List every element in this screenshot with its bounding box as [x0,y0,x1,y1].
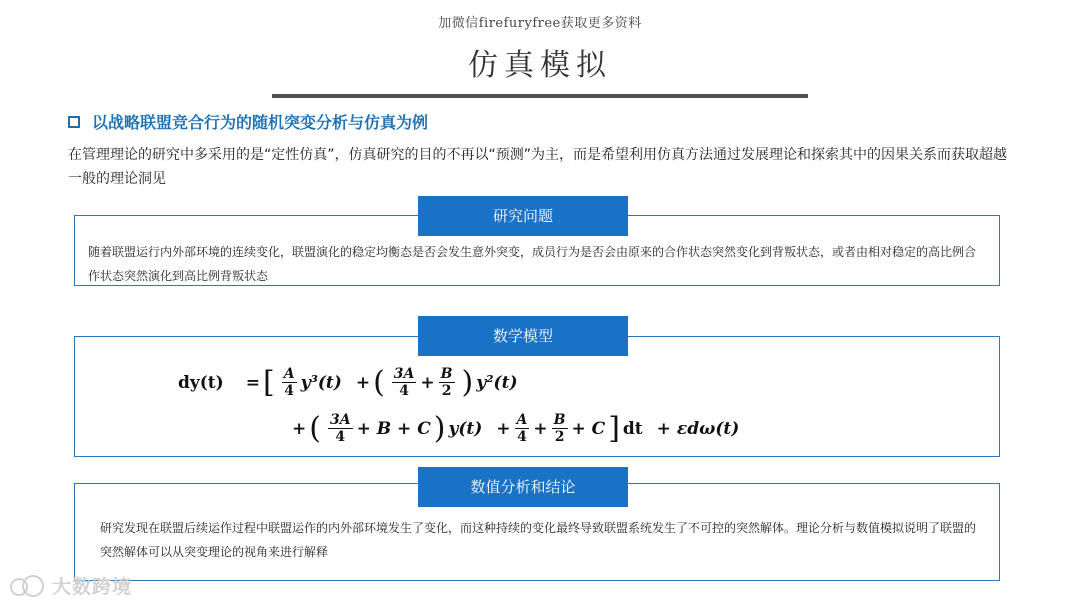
formula-term: y²(t) [476,372,518,393]
bracket-open: [ [262,364,275,400]
formula-line-2 [292,412,739,445]
square-bullet-icon [68,116,80,128]
fraction: $\frac{3A}{4}$ [393,366,415,399]
paren-open: ( [309,410,321,446]
top-note: 加微信firefuryfree获取更多资料 [438,16,642,31]
plus-sign: + [355,372,371,393]
plus-sign: + [420,372,435,393]
conclusion-label: 数值分析和结论 [418,467,628,507]
formula-term: + B + C [356,418,431,439]
paren-open: ( [373,364,385,400]
formula-dt: dt [622,418,643,439]
plus-sign: + [292,418,307,439]
bracket-close: ] [608,410,620,446]
watermark-logo-icon [10,575,46,597]
plus-sign: + [496,418,511,439]
fraction: $\frac{A}{4}$ [516,412,528,445]
intro-paragraph: 在管理理论的研究中多采用的是“定性仿真”，仿真研究的目的不再以“预测”为主，而是希望利用仿真方法通过发展理论和探索其中的因果关系而获取超越一般的理论洞见 [68,147,1008,187]
paren-close: ) [433,410,446,446]
fraction: $\frac{3A}{4}$ [329,412,351,445]
section-heading-text: 以战略联盟竞合行为的随机突变分析与仿真为例 [92,113,429,132]
plus-sign: + [533,418,548,439]
math-model-label: 数学模型 [418,316,628,356]
watermark-text: 大数跨境 [52,576,133,598]
title-underline [272,94,808,98]
fraction: $\frac{A}{4}$ [283,366,295,399]
formula-noise-term: εdω(t) [676,418,740,439]
section-heading [68,110,428,133]
research-question-text: 随着联盟运行内外部环境的连续变化，联盟演化的稳定均衡态是否会发生意外突变，成员行为是否会由原来的合作状态突然变化到背叛状态，或者由相对稳定的高比例合作状态突然演化到高比例背叛状态 [88,245,977,283]
conclusion-text: 研究发现在联盟后续运作过程中联盟运作的内外部环境发生了变化，而这种持续的变化最终导致联盟系统发生了不可控的突然解体。理论分析与数值模拟说明了联盟的突然解体可以从突变理论的视角来进行解释 [100,521,977,559]
watermark [10,572,132,599]
formula-lhs: dy(t) [178,372,224,393]
formula-term: y³(t) [300,372,342,393]
research-question-label: 研究问题 [418,196,628,236]
formula-term: y(t) [448,418,483,439]
plus-sign: + [656,418,671,439]
formula-equals: = [245,372,260,393]
paren-close: ) [461,364,474,400]
fraction: $\frac{B}{2}$ [440,366,453,399]
formula-term: + C [571,418,606,439]
formula-line-1 [178,366,517,399]
page-title: 仿真模拟 [468,48,612,83]
fraction: $\frac{B}{2}$ [553,412,566,445]
